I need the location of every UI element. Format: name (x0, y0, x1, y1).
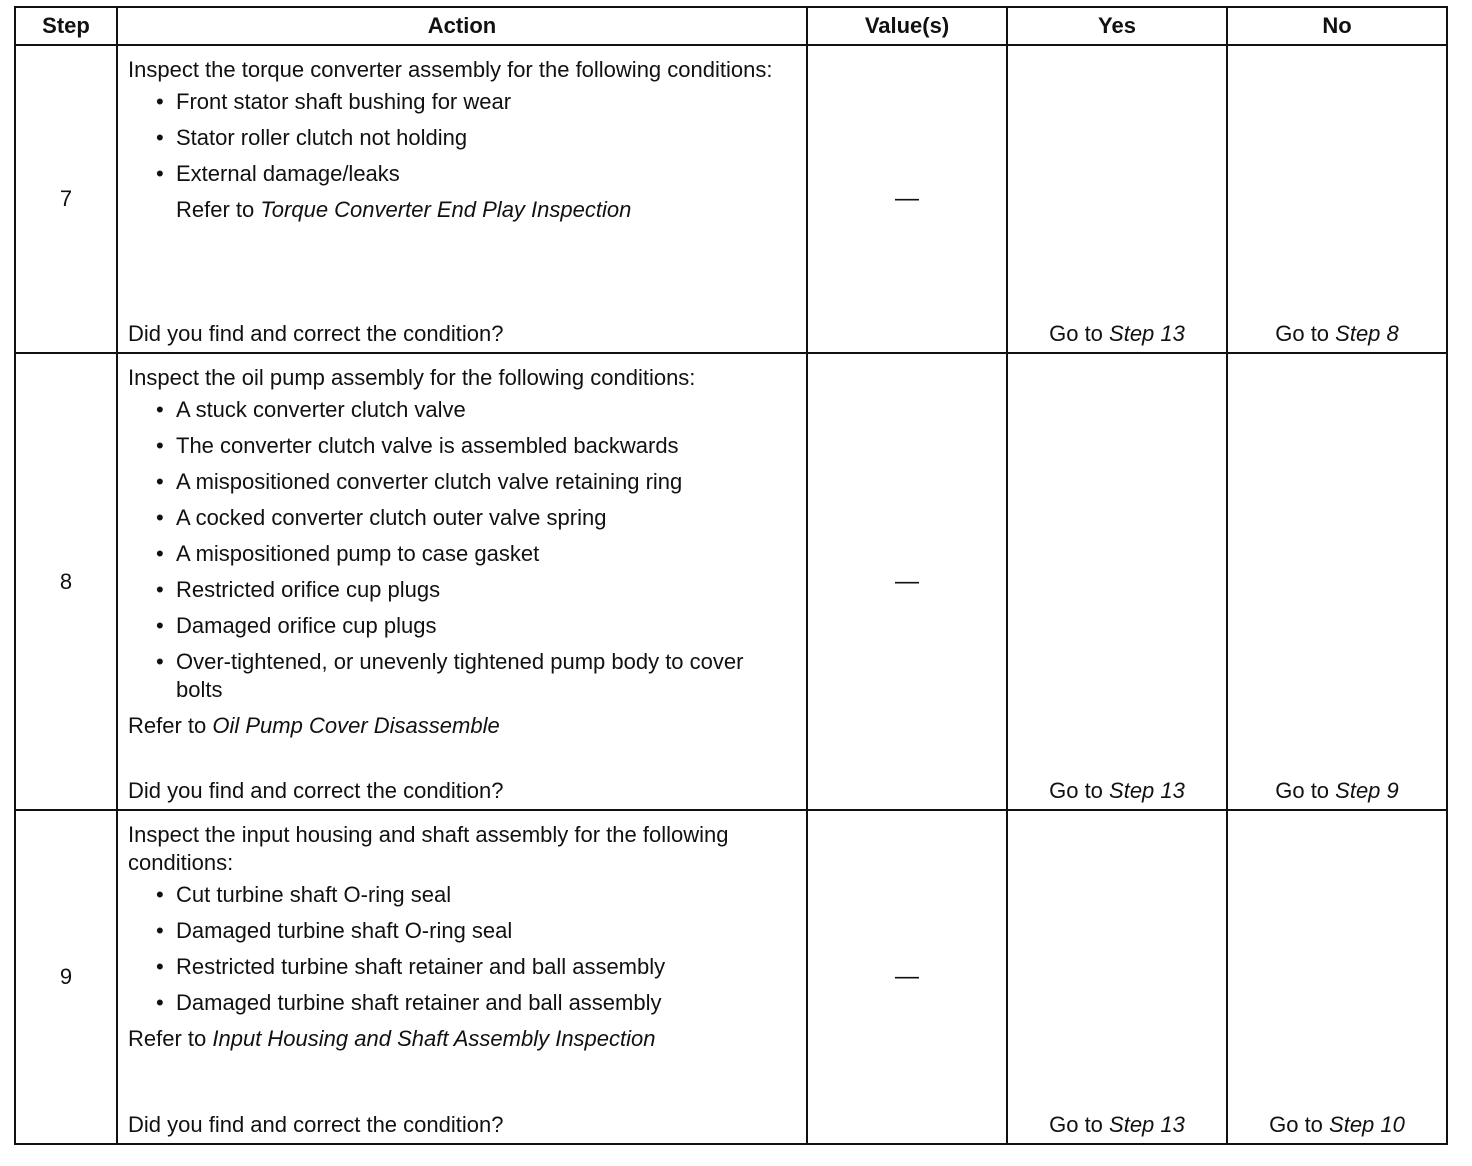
step-number: 9 (15, 810, 117, 1144)
value-cell (807, 810, 1007, 1144)
yes-link[interactable]: Step 13 (1109, 321, 1185, 346)
list-item: • A stuck converter clutch valve (154, 396, 796, 424)
header-row (15, 7, 1447, 45)
action-intro: Inspect the input housing and shaft assembly for the following conditions: (128, 822, 729, 875)
value-cell (807, 353, 1007, 810)
step-number: 8 (15, 353, 117, 810)
reference-link[interactable]: Input Housing and Shaft Assembly Inspection (212, 1026, 656, 1051)
yes-link[interactable]: Step 13 (1109, 778, 1185, 803)
reference (128, 712, 796, 740)
value-cell (807, 45, 1007, 353)
list-item: • Stator roller clutch not holding (154, 124, 796, 152)
list-item: • Restricted turbine shaft retainer and ball assembly (154, 953, 796, 981)
no-link[interactable]: Step 10 (1329, 1112, 1405, 1137)
list-item: • Over-tightened, or unevenly tightened pump body to cover bolts (154, 648, 796, 704)
question: Did you find and correct the condition? (128, 778, 504, 803)
condition-list (128, 396, 796, 704)
reference-link[interactable]: Oil Pump Cover Disassemble (212, 713, 500, 738)
step-number: 7 (15, 45, 117, 353)
yes-prefix: Go to (1049, 778, 1110, 803)
action-intro: Inspect the torque converter assembly for the following conditions: (128, 57, 773, 82)
no-cell (1227, 45, 1447, 353)
value-dash: — (895, 963, 919, 990)
reference (128, 196, 796, 224)
list-item: • Damaged orifice cup plugs (154, 612, 796, 640)
value-dash: — (895, 567, 919, 595)
list-item: • Damaged turbine shaft retainer and ball assembly (154, 989, 796, 1017)
no-prefix: Go to (1269, 1112, 1330, 1137)
value-dash: — (895, 185, 919, 212)
list-item: • A mispositioned converter clutch valve retaining ring (154, 468, 796, 496)
yes-cell (1007, 45, 1227, 353)
table-row (15, 45, 1447, 353)
list-item: • A mispositioned pump to case gasket (154, 540, 796, 568)
list-item: • Restricted orifice cup plugs (154, 576, 796, 604)
reference-prefix: Refer to (128, 713, 213, 738)
reference-prefix: Refer to (128, 1026, 213, 1051)
question: Did you find and correct the condition? (128, 1112, 504, 1137)
list-item: • Cut turbine shaft O-ring seal (154, 881, 796, 909)
no-prefix: Go to (1275, 321, 1336, 346)
action-cell (117, 45, 807, 353)
no-cell (1227, 353, 1447, 810)
list-item: • External damage/leaks (154, 160, 796, 188)
yes-cell (1007, 353, 1227, 810)
no-prefix: Go to (1275, 778, 1336, 803)
yes-link[interactable]: Step 13 (1109, 1112, 1185, 1137)
yes-cell (1007, 810, 1227, 1144)
action-cell (117, 353, 807, 810)
table-row (15, 810, 1447, 1144)
condition-list (128, 88, 796, 188)
action-cell (117, 810, 807, 1144)
reference (128, 1025, 796, 1053)
header-values: Value(s) (807, 7, 1007, 45)
no-link[interactable]: Step 9 (1335, 778, 1399, 803)
header-step: Step (15, 7, 117, 45)
yes-prefix: Go to (1049, 1112, 1110, 1137)
question: Did you find and correct the condition? (128, 321, 504, 346)
condition-list (128, 881, 796, 1017)
action-intro: Inspect the oil pump assembly for the following conditions: (128, 365, 696, 390)
table-row (15, 353, 1447, 810)
list-item: • The converter clutch valve is assembled backwards (154, 432, 796, 460)
yes-prefix: Go to (1049, 321, 1110, 346)
list-item: • A cocked converter clutch outer valve spring (154, 504, 796, 532)
list-item: • Front stator shaft bushing for wear (154, 88, 796, 116)
diagnostic-table (14, 6, 1448, 1145)
list-item: • Damaged turbine shaft O-ring seal (154, 917, 796, 945)
no-link[interactable]: Step 8 (1335, 321, 1399, 346)
header-action: Action (117, 7, 807, 45)
header-yes: Yes (1007, 7, 1227, 45)
no-cell (1227, 810, 1447, 1144)
reference-prefix: Refer to (176, 197, 261, 222)
reference-link[interactable]: Torque Converter End Play Inspection (260, 197, 632, 222)
header-no: No (1227, 7, 1447, 45)
